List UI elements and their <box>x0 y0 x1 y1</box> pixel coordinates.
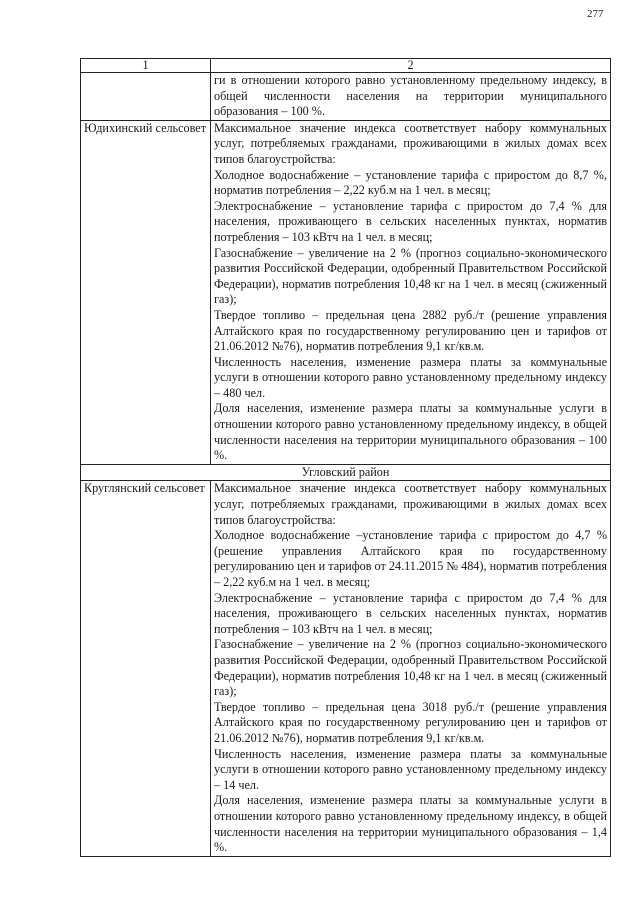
paragraph-population-share: Доля населения, изменение размера платы за коммунальные услуги в отношении которого равно установленному предельному индексу, в общей численности населения на территории муниципального образования – 1,4 %. <box>214 793 607 855</box>
paragraph-solid-fuel: Твердое топливо – предельная цена 3018 руб./т (решение управления Алтайского края по государственному регулированию цен и тарифов от 21.06.2012 №76), норматив потребления 9,1 кг/кв.м. <box>214 699 607 745</box>
municipality-name-yudikhinsky: Юдихинский сельсовет <box>81 120 211 464</box>
paragraph-electricity: Электроснабжение – установление тарифа с приростом до 7,4 % для населения, проживающего в сельских населенных пунктах, норматив потребления – 103 кВтч на 1 чел. в месяц; <box>214 198 607 244</box>
paragraph-cold-water: Холодное водоснабжение – установление тарифа с приростом до 8,7 %, норматив потребления – 2,22 куб.м на 1 чел. в месяц; <box>214 167 607 198</box>
paragraph-index-summary: Максимальное значение индекса соответствует набору коммунальных услуг, потребляемых гражданами, проживающими в жилых домах всех типов благоустройства: <box>214 120 607 166</box>
paragraph-population: Численность населения, изменение размера платы за коммунальные услуги в отношении которого равно установленному предельному индексу – 480 чел. <box>214 354 607 400</box>
continued-paragraph: ги в отношении которого равно установленному предельному индексу, в общей численности населения на территории муниципального образования – 100 %. <box>214 73 607 119</box>
row-name-cell-empty <box>81 73 211 121</box>
paragraph-cold-water: Холодное водоснабжение –установление тарифа с приростом до 4,7 % (решение управления Алтайского края по государственному регулированию цен и тарифов от 24.11.2015 № 484), норматив потребления – 2,22 куб.м на 1 чел. в месяц; <box>214 528 607 589</box>
paragraph-gas: Газоснабжение – увеличение на 2 % (прогноз социально-экономического развития Российской Федерации, одобренный Правительством Российской Федерации), норматив потребления 10,48 кг на 1 чел. в месяц (сжиженный газ); <box>214 245 607 307</box>
region-title: Угловский район <box>81 464 611 481</box>
row-text-cell <box>211 120 611 464</box>
paragraph-gas: Газоснабжение – увеличение на 2 % (прогноз социально-экономического развития Российской Федерации, одобренный Правительством Российской Федерации), норматив потребления 10,48 кг на 1 чел. в месяц (сжиженный газ); <box>214 637 607 699</box>
tariff-table <box>80 58 611 857</box>
row-text-cell <box>211 73 611 121</box>
paragraph-population-share: Доля населения, изменение размера платы за коммунальные услуги в отношении которого равно установленному предельному индексу, в общей численности населения на территории муниципального образования – 100 %. <box>214 401 607 463</box>
region-row <box>81 464 611 481</box>
municipality-name-kruglyansky: Круглянский сельсовет <box>81 481 211 856</box>
paragraph-population: Численность населения, изменение размера платы за коммунальные услуги в отношении которого равно установленному предельному индексу – 14 чел. <box>214 746 607 792</box>
column-header-2: 2 <box>211 59 611 73</box>
column-header-1: 1 <box>81 59 211 73</box>
paragraph-electricity: Электроснабжение – установление тарифа с приростом до 7,4 % для населения, проживающего в сельских населенных пунктах, норматив потребления – 103 кВтч на 1 чел. в месяц; <box>214 590 607 636</box>
row-text-cell <box>211 481 611 856</box>
table-row-yudikhinsky <box>81 120 611 464</box>
paragraph-index-summary: Максимальное значение индекса соответствует набору коммунальных услуг, потребляемых гражданами, проживающими в жилых домах всех типов благоустройства: <box>214 481 607 527</box>
table-row-kruglyansky <box>81 481 611 856</box>
table-row-continued <box>81 73 611 121</box>
page-number: 277 <box>587 8 604 20</box>
paragraph-solid-fuel: Твердое топливо – предельная цена 2882 руб./т (решение управления Алтайского края по государственному регулированию цен и тарифов от 21.06.2012 №76), норматив потребления 9,1 кг/кв.м. <box>214 307 607 354</box>
table-header-row <box>81 59 611 73</box>
